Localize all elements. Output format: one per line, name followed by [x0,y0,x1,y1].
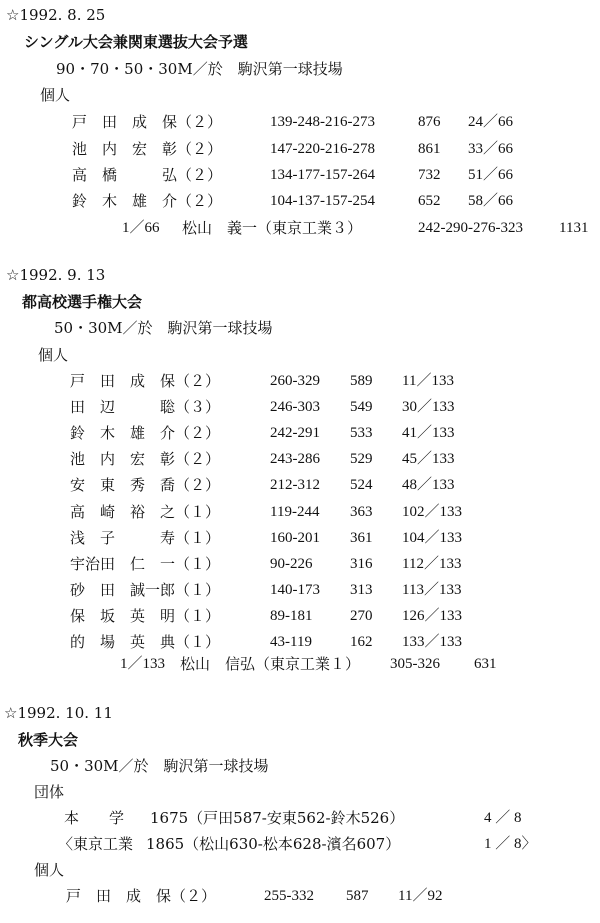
athlete-name: 浅 子 寿（１） [70,529,221,547]
score-breakdown: 246-303 [270,399,320,415]
total-score: 316 [350,556,373,572]
score-breakdown: 104-137-157-254 [270,193,375,209]
score-breakdown: 90-226 [270,556,313,572]
athlete-name: 高 橋 弘（２） [72,166,223,184]
winner-rank: 1／66 [122,220,160,236]
event-venue: 90・70・50・30M／於 駒沢第一球技場 [56,60,343,78]
score-breakdown: 243-286 [270,451,320,467]
event-date: ☆1992. 8. 25 [6,6,106,24]
team-score: 1865（松山630-松本628-濱名607） [146,835,401,853]
athlete-name: 鈴 木 雄 介（２） [72,192,223,210]
total-score: 529 [350,451,373,467]
rank: 30／133 [402,399,455,415]
athlete-name: 戸 田 成 保（２） [70,372,221,390]
score-breakdown: 139-248-216-273 [270,114,375,130]
rank: 104／133 [402,530,463,546]
rank: 48／133 [402,477,455,493]
total-score: 876 [418,114,441,130]
athlete-name: 安 東 秀 喬（２） [70,476,221,494]
event-title: シングル大会兼関東選抜大会予選 [24,33,248,51]
score-breakdown: 255-332 [264,888,314,904]
rank: 102／133 [402,504,463,520]
total-score: 861 [418,141,441,157]
athlete-name: 保 坂 英 明（１） [70,607,221,625]
score-breakdown: 134-177-157-264 [270,167,375,183]
rank: 11／92 [398,888,443,904]
total-score: 361 [350,530,373,546]
athlete-name: 池 内 宏 彰（２） [72,140,223,158]
total-score: 533 [350,425,373,441]
individual-label: 個人 [38,346,69,364]
team-label: 団体 [34,783,65,801]
total-score: 524 [350,477,373,493]
winner-total: 1131 [559,220,589,236]
winner-scores: 242-290-276-323 [418,220,523,236]
rank: 51／66 [468,167,514,183]
total-score: 549 [350,399,373,415]
rank: 58／66 [468,193,514,209]
score-breakdown: 160-201 [270,530,320,546]
total-score: 162 [350,634,373,650]
event-title: 秋季大会 [18,731,79,749]
rank: 133／133 [402,634,463,650]
event-venue: 50・30M／於 駒沢第一球技場 [50,757,269,775]
individual-label: 個人 [40,86,71,104]
athlete-name: 戸 田 成 保（２） [66,887,217,905]
total-score: 732 [418,167,441,183]
winner-rank: 1／133 [120,656,166,672]
athlete-name: 戸 田 成 保（２） [72,113,223,131]
individual-label: 個人 [34,861,65,879]
total-score: 313 [350,582,373,598]
total-score: 589 [350,373,373,389]
winner-name: 松山 信弘（東京工業１） [180,655,361,673]
winner-name: 松山 義一（東京工業３） [182,219,363,237]
score-breakdown: 43-119 [270,634,312,650]
total-score: 587 [346,888,369,904]
score-breakdown: 89-181 [270,608,313,624]
score-breakdown: 212-312 [270,477,320,493]
event-date: ☆1992. 10. 11 [4,704,113,722]
total-score: 652 [418,193,441,209]
rank: 11／133 [402,373,454,389]
score-breakdown: 260-329 [270,373,320,389]
rank: 112／133 [402,556,462,572]
rank: 33／66 [468,141,514,157]
event-title: 都高校選手権大会 [22,293,143,311]
team-name: 〈東京工業 [58,835,134,853]
rank: 24／66 [468,114,514,130]
athlete-name: 砂 田 誠一郎（１） [70,581,221,599]
score-breakdown: 140-173 [270,582,320,598]
winner-scores: 305-326 [390,656,440,672]
athlete-name: 的 場 英 典（１） [70,633,221,651]
team-rank: 1 ／ 8〉 [484,836,537,852]
rank: 41／133 [402,425,455,441]
athlete-name: 田 辺 聡（３） [70,398,221,416]
team-score: 1675（戸田587-安東562-鈴木526） [150,809,405,827]
rank: 45／133 [402,451,455,467]
score-breakdown: 242-291 [270,425,320,441]
athlete-name: 宇治田 仁 一（１） [70,555,221,573]
winner-total: 631 [474,656,497,672]
total-score: 270 [350,608,373,624]
event-venue: 50・30M／於 駒沢第一球技場 [54,319,273,337]
athlete-name: 鈴 木 雄 介（２） [70,424,221,442]
team-rank: 4 ／ 8 [484,810,522,826]
total-score: 363 [350,504,373,520]
athlete-name: 高 崎 裕 之（１） [70,503,221,521]
athlete-name: 池 内 宏 彰（２） [70,450,221,468]
rank: 126／133 [402,608,463,624]
event-date: ☆1992. 9. 13 [6,266,106,284]
team-name: 本 学 [64,809,125,827]
rank: 113／133 [402,582,462,598]
score-breakdown: 147-220-216-278 [270,141,375,157]
score-breakdown: 119-244 [270,504,320,520]
